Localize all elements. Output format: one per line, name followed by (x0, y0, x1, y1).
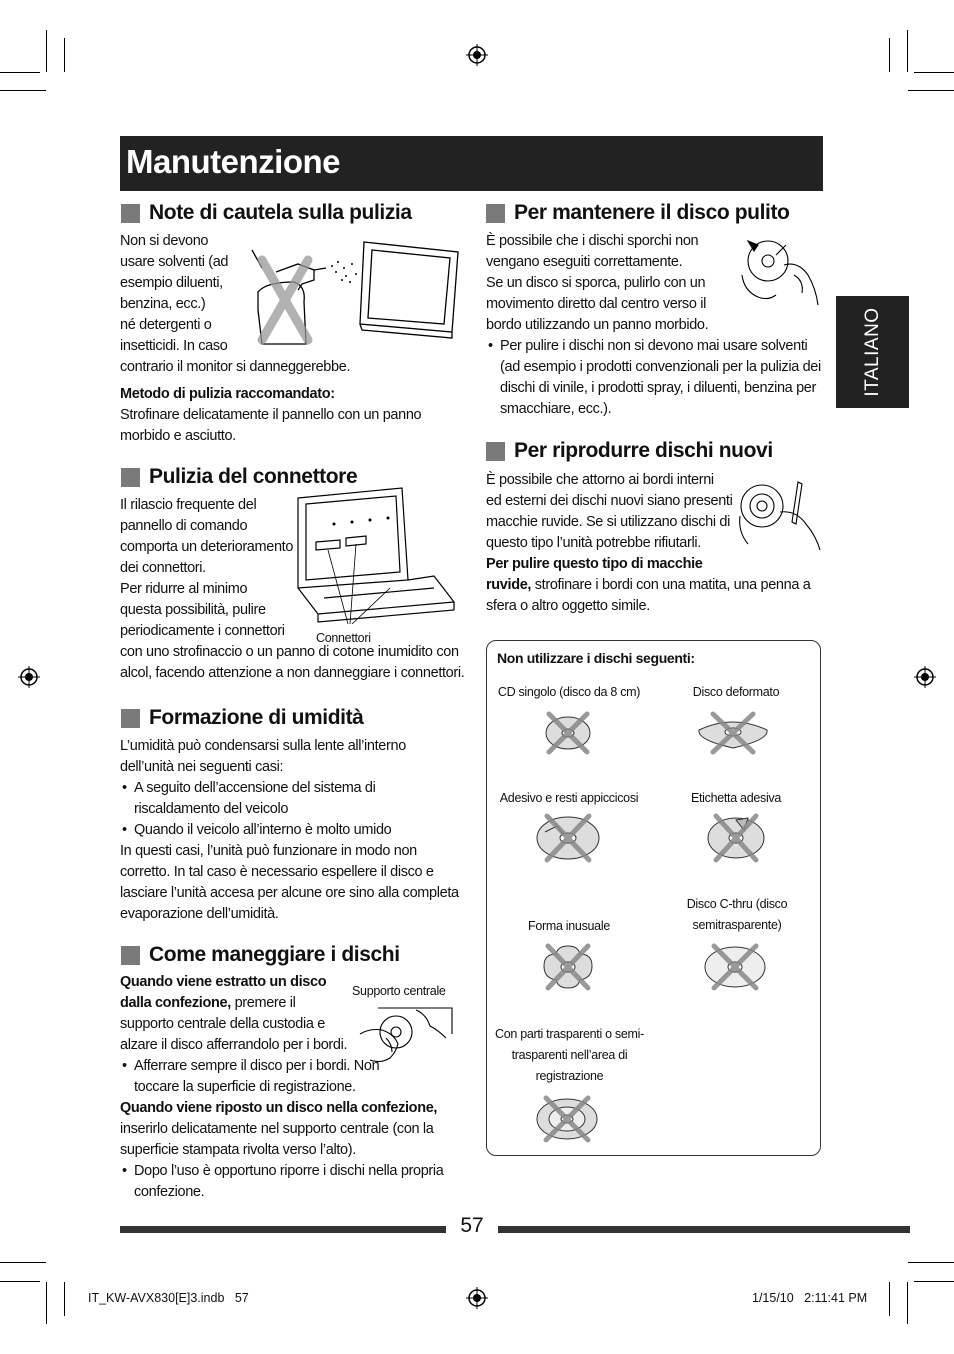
humidity-text: L’umidità può condensarsi sulla lente all’interno dell’unità nei seguenti casi: • A seguito dell’accensione del sistema di riscaldamento del veicolo • Quando il veicolo all’interno è molto umido In questi casi, l’unità può funzionare in modo non corretto. In tal caso è necessario espellere il disco e lasciare l’unità accesa per alcune ore sino alla completa evaporazione dell’umidità. (120, 736, 462, 925)
section-heading-cleaning: Note di cautela sulla pulizia (121, 200, 412, 226)
crop-mark (0, 72, 40, 73)
bottom-rule-left (120, 1226, 446, 1233)
heading-square-icon (486, 442, 505, 461)
crop-mark (907, 1282, 908, 1324)
spray-monitor-illustration (236, 232, 460, 350)
connector-label: Connettori (316, 631, 371, 645)
crop-mark (64, 1282, 65, 1316)
heading-square-icon (121, 468, 140, 487)
list-item: • A seguito dell’accensione del sistema di riscaldamento del veicolo (120, 778, 462, 820)
list-item: • Per pulire i dischi non si devono mai usare solventi (ad esempio i prodotti convenzionali per la pulizia dei dischi di vinile, i prodotti spray, i diluenti, benzina per smacchiare, ecc.). (486, 336, 824, 420)
section-heading-humidity: Formazione di umidità (121, 705, 363, 731)
list-item: • Afferrare sempre il disco per i bordi. Non toccare la superficie di registrazione. (120, 1056, 460, 1098)
footer-filename: IT_KW-AVX830[E]3.indb 57 (88, 1291, 249, 1305)
sticky-disc-icon (533, 812, 603, 864)
disc-type-label: Adesivo e resti appiccicosi (499, 791, 639, 805)
connector-text: Il rilascio frequente del pannello di comando comporta un deterioramento dei connettori. Per ridurre al minimo questa possibilità, pulire periodicamente i connettori con uno strofinaccio o un panno di cotone inumidito con alcol, facendo attenzione a non danneggiare i connettori. (120, 497, 465, 681)
cleaning-text: Non si devono usare solventi (ad esempio diluenti, benzina, ecc.) né detergenti o insetticidi. In caso contrario il monitor si danneggerebbe. Metodo di pulizia raccomandato: Strofinare delicatamente il pannello con un panno morbido e asciutto. (120, 233, 422, 444)
semi-transparent-disc-icon (534, 1094, 600, 1144)
clean-disc-text: È possibile che i dischi sporchi non vengano eseguiti correttamente. Se un disco si sporca, pulirlo con un movimento diretto dal centro verso il bordo utilizzando un panno morbido. • Per pulire i dischi non si devono mai usare solventi (ad esempio i prodotti convenzionali per la pulizia dei dischi di vinile, i prodotti spray, i diluenti, benzina per smacchiare, ecc.). (486, 231, 824, 420)
crop-mark (0, 1281, 40, 1282)
disc-type-label: Forma inusuale (528, 919, 610, 933)
page-number: 57 (460, 1214, 484, 1237)
crop-mark (914, 72, 954, 73)
disc-holder-illustration (356, 1004, 456, 1066)
small-disc-icon (541, 710, 595, 756)
humidity-bullets (120, 778, 462, 841)
page-title-bar (120, 136, 823, 191)
list-item: • Quando il veicolo all’interno è molto umido (120, 820, 462, 841)
registration-mark-icon (914, 666, 936, 688)
language-tab (836, 296, 909, 408)
crop-mark (46, 30, 47, 72)
heading-square-icon (121, 204, 140, 223)
label-disc-icon (704, 812, 768, 864)
list-item: • Dopo l’uso è opportuno riporre i dischi nella propria confezione. (120, 1161, 460, 1203)
registration-mark-icon (18, 666, 40, 688)
bottom-rule-right (498, 1226, 910, 1233)
disc-type-label: Etichetta adesiva (690, 791, 782, 805)
section-heading-handling: Come maneggiare i dischi (121, 942, 400, 968)
crop-mark (907, 30, 908, 72)
section-heading-connector: Pulizia del connettore (121, 464, 357, 490)
crop-mark (908, 90, 954, 91)
disc-type-label: CD singolo (disco da 8 cm) (497, 685, 641, 699)
registration-mark-icon (466, 44, 488, 66)
connector-illustration (294, 484, 462, 624)
section-heading-clean-disc: Per mantenere il disco pulito (486, 200, 789, 226)
section-heading-new-disc: Per riprodurre dischi nuovi (486, 438, 773, 464)
disc-pencil-illustration (736, 480, 824, 552)
heading-square-icon (486, 204, 505, 223)
crop-mark (914, 1281, 954, 1282)
registration-mark-icon (466, 1287, 488, 1309)
footer-date: 1/15/10 2:11:41 PM (752, 1291, 868, 1305)
disc-type-label: Disco deformato (692, 685, 780, 699)
crop-mark (889, 1282, 890, 1316)
page-title: Manutenzione (126, 143, 340, 180)
transparent-disc-icon (702, 942, 768, 992)
disc-type-label: Disco C-thru (disco semitrasparente) (686, 897, 788, 932)
disc-wiping-illustration (738, 235, 824, 311)
center-holder-label: Supporto centrale (352, 984, 446, 998)
warped-disc-icon (693, 710, 773, 756)
avoid-discs-title: Non utilizzare i dischi seguenti: (497, 650, 695, 666)
crop-mark (889, 38, 890, 72)
language-tab-label: ITALIANO (861, 307, 883, 397)
new-disc-text: È possibile che attorno ai bordi interni ed esterni dei dischi nuovi siano presenti macchie ruvide. Se si utilizzano dischi di questo tipo l’unità potrebbe rifiutarli. Per pulire questo tipo di macchie ruvide, strofinare i bordi con una matita, una penna a sfera o altro oggetto simile. (486, 472, 811, 614)
handling-text: Quando viene estratto un disco dalla confezione, premere il supporto centrale della custodia e alzare il disco afferrandolo per i bordi. • Afferrare sempre il disco per i bordi. Non toccare la superficie di registrazione. Quando viene riposto un disco nella confezione, inserirlo delicatamente nel supporto centrale (con la superficie stampata rivolta verso l’alto). • Dopo l’uso è opportuno riporre i dischi nella propria confezione. (120, 972, 460, 1203)
heading-square-icon (121, 946, 140, 965)
crop-mark (0, 90, 46, 91)
crop-mark (908, 1262, 954, 1263)
crop-mark (0, 1262, 46, 1263)
crop-mark (46, 1282, 47, 1324)
unusual-shape-disc-icon (538, 942, 598, 992)
disc-type-label: Con parti trasparenti o semi-trasparenti nell’area di registrazione (494, 1027, 644, 1083)
heading-square-icon (121, 709, 140, 728)
crop-mark (64, 38, 65, 72)
